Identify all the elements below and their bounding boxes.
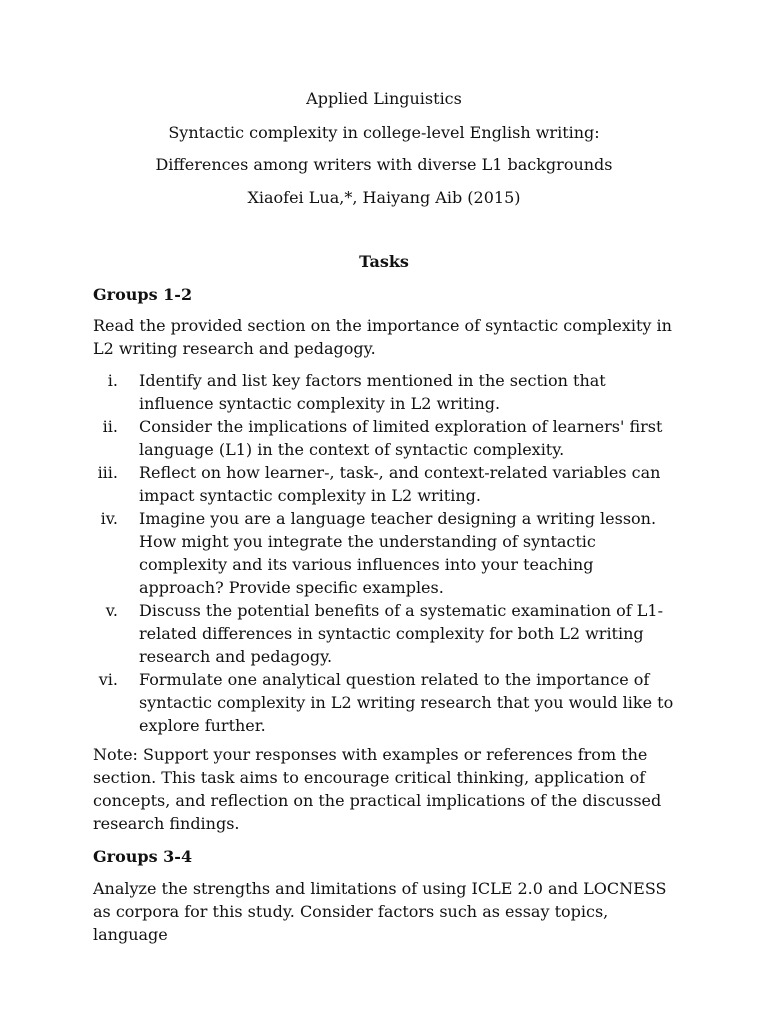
list-item-number: vi.: [98, 670, 118, 689]
list-item-text: Consider the implications of limited exploration of learners' first language (L1) in the context of syntactic complexity.: [139, 417, 663, 459]
list-item: [93, 507, 683, 599]
list-item-text: Discuss the potential benefits of a systematic examination of L1-related differences in syntactic complexity for both L2 writing research and pedagogy.: [139, 601, 663, 666]
tasks-title: Tasks: [359, 252, 409, 271]
list-item: [93, 461, 683, 507]
list-item: [93, 668, 683, 737]
list-item-text: Formulate one analytical question related to the importance of syntactic complexity in L2 writing research that you would like to explore further.: [139, 670, 674, 735]
group-heading: Groups 3-4: [93, 847, 193, 866]
paper-authors: Xiaofei Lua,*, Haiyang Aib (2015): [247, 188, 521, 207]
list-item-number: iv.: [100, 509, 118, 528]
group-heading: Groups 1-2: [93, 285, 193, 304]
list-item-number: ii.: [102, 417, 118, 436]
paper-title-line-2: Differences among writers with diverse L1 backgrounds: [155, 155, 613, 174]
group-1-2-task-list: [93, 369, 683, 737]
list-item-number: iii.: [97, 463, 118, 482]
list-item-text: Imagine you are a language teacher designing a writing lesson. How might you integrate the understanding of syntactic complexity and its various influences into your teaching approach? Provide specific examples.: [139, 509, 657, 597]
task-list: [93, 369, 683, 737]
group-3-4-heading: [93, 845, 683, 868]
list-item-number: v.: [105, 601, 118, 620]
group-1-2-intro: Read the provided section on the importance of syntactic complexity in L2 writing research and pedagogy.: [93, 316, 672, 358]
paper-title-line-1: Syntactic complexity in college-level English writing:: [168, 123, 600, 142]
group-1-2-note: Note: Support your responses with examples or references from the section. This task aims to encourage critical thinking, application of concepts, and reflection on the practical implications of the discussed research findings.: [93, 745, 662, 833]
list-item: [93, 369, 683, 415]
list-item: [93, 599, 683, 668]
group-1-2-heading: [93, 283, 683, 306]
list-item: [93, 415, 683, 461]
list-item-text: Identify and list key factors mentioned in the section that influence syntactic complexity in L2 writing.: [139, 371, 606, 413]
list-item-text: Reflect on how learner-, task-, and context-related variables can impact syntactic complexity in L2 writing.: [139, 463, 661, 505]
journal-name: Applied Linguistics: [306, 89, 462, 108]
list-item-number: i.: [107, 371, 118, 390]
group-3-4-intro: Analyze the strengths and limitations of using ICLE 2.0 and LOCNESS as corpora for this study. Consider factors such as essay topics, language: [93, 879, 667, 944]
